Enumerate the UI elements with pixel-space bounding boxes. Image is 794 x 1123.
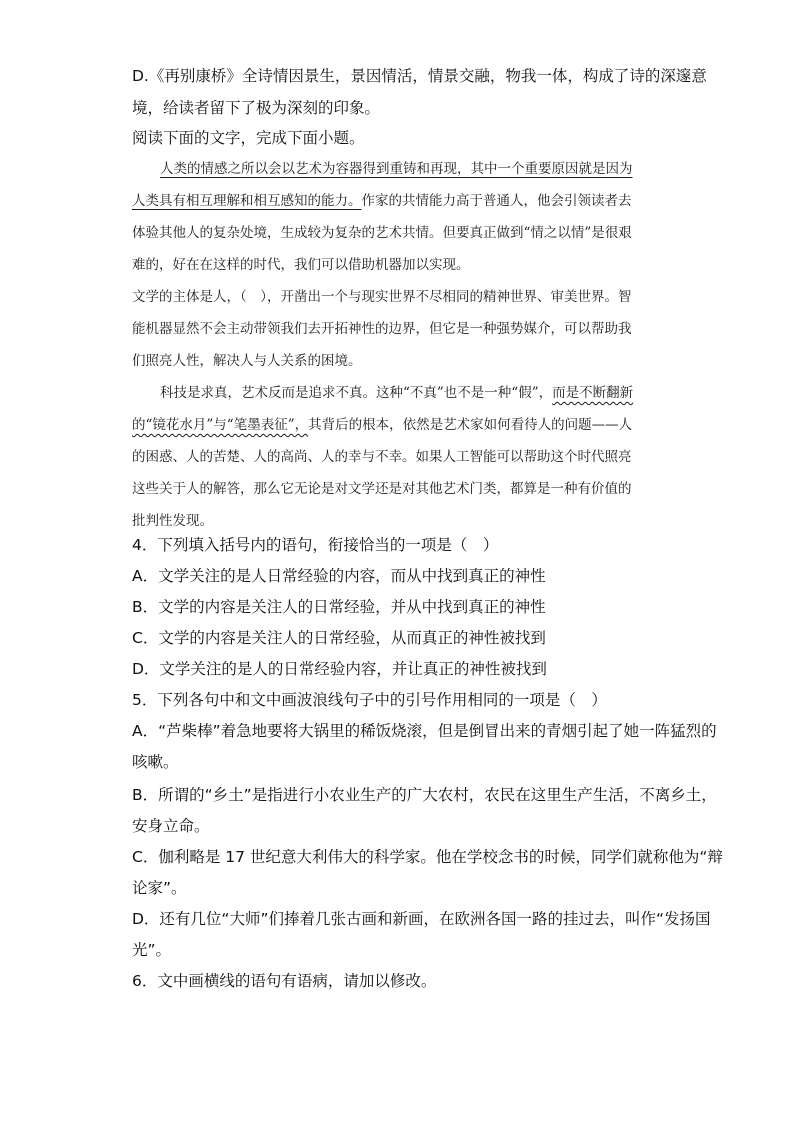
question-6-stem: 6．文中画横线的语句有语病，请加以修改。 xyxy=(132,972,437,990)
question-4-option-b: B．文学的内容是关注人的日常经验，并从中找到真正的神性 xyxy=(132,598,546,616)
question-5-option-b-line-1: B．所谓的“乡土”是指进行小农业生产的广大农村，农民在这里生产生活，不离乡土， xyxy=(132,786,717,804)
passage-p3-line-2 xyxy=(132,416,632,434)
underlined-sentence-part-2: 人类具有相互理解和相互感知的能力。 xyxy=(132,193,362,209)
question-4-option-d: D．文学关注的是人的日常经验内容，并让真正的神性被找到 xyxy=(132,660,547,678)
underlined-sentence-part-1: 人类的情感之所以会以艺术为容器得到重铸和再现，其中一个重要原因就是因为 xyxy=(160,161,633,177)
option-d-line-1: D.《再别康桥》全诗情因景生，景因情活，情景交融，物我一体，构成了诗的深邃意 xyxy=(132,67,707,85)
option-d-line-2: 境，给读者留下了极为深刻的印象。 xyxy=(132,99,381,117)
passage-p3-line-1 xyxy=(160,384,633,402)
wavy-sentence-part-2: 的“镜花水月”与“笔墨表征”， xyxy=(132,417,309,433)
passage-text: 作家的共情能力高于普通人，他会引领读者去 xyxy=(361,193,632,209)
passage-p3-line-4: 这些关于人的解答，那么它无论是对文学还是对其他艺术门类，都算是一种有价值的 xyxy=(132,481,632,497)
question-4-option-a: A．文学关注的是人日常经验的内容，而从中找到真正的神性 xyxy=(132,567,546,585)
question-5-option-a-line-2: 咳嗽。 xyxy=(132,753,179,771)
question-5-option-c-line-2: 论家”。 xyxy=(132,879,187,897)
passage-p2-line-1: 文学的主体是人，（ ），开凿出一个与现实世界不尽相同的精神世界、审美世界。智 xyxy=(132,289,632,305)
passage-text: 其背后的根本，依然是艺术家如何看待人的问题——人 xyxy=(308,417,633,433)
passage-p3-line-5: 批判性发现。 xyxy=(132,513,213,529)
wavy-sentence-part-1: 而是不断翻新 xyxy=(552,385,634,401)
passage-p1-line-1 xyxy=(160,160,633,178)
passage-p1-line-2 xyxy=(132,192,632,210)
question-5-option-d-line-1: D．还有几位“大师”们捧着几张古画和新画，在欧洲各国一路的挂过去，叫作“发扬国 xyxy=(132,910,711,928)
passage-p3-line-3: 的困惑、人的苦楚、人的高尚、人的幸与不幸。如果人工智能可以帮助这个时代照亮 xyxy=(132,449,632,465)
question-5-stem: 5．下列各句中和文中画波浪线句子中的引号作用相同的一项是（ ） xyxy=(132,691,607,709)
reading-instruction: 阅读下面的文字，完成下面小题。 xyxy=(132,129,365,147)
passage-p2-line-3: 们照亮人性，解决人与人关系的困境。 xyxy=(132,353,362,369)
passage-text: 科技是求真，艺术反而是追求不真。这种“不真”也不是一种“假”， xyxy=(160,385,553,401)
question-5-option-c-line-1: C．伽利略是 17 世纪意大利伟大的科学家。他在学校念书的时候，同学们就称他为“辩 xyxy=(132,848,723,866)
question-4-option-c: C．文学的内容是关注人的日常经验，从而真正的神性被找到 xyxy=(132,629,546,647)
question-5-option-a-line-1: A．“芦柴棒”着急地要将大锅里的稀饭烧滚，但是倒冒出来的青烟引起了她一阵猛烈的 xyxy=(132,722,717,740)
passage-p2-line-2: 能机器显然不会主动带领我们去开拓神性的边界，但它是一种强势媒介，可以帮助我 xyxy=(132,321,632,337)
question-5-option-d-line-2: 光”。 xyxy=(132,941,172,959)
question-4-stem: 4．下列填入括号内的语句，衔接恰当的一项是（ ） xyxy=(132,536,499,554)
passage-p1-line-4: 难的，好在在这样的时代，我们可以借助机器加以实现。 xyxy=(132,257,470,273)
passage-p1-line-3: 体验其他人的复杂处境，生成较为复杂的艺术共情。但要真正做到“情之以情”是很艰 xyxy=(132,225,632,241)
question-5-option-b-line-2: 安身立命。 xyxy=(132,817,210,835)
